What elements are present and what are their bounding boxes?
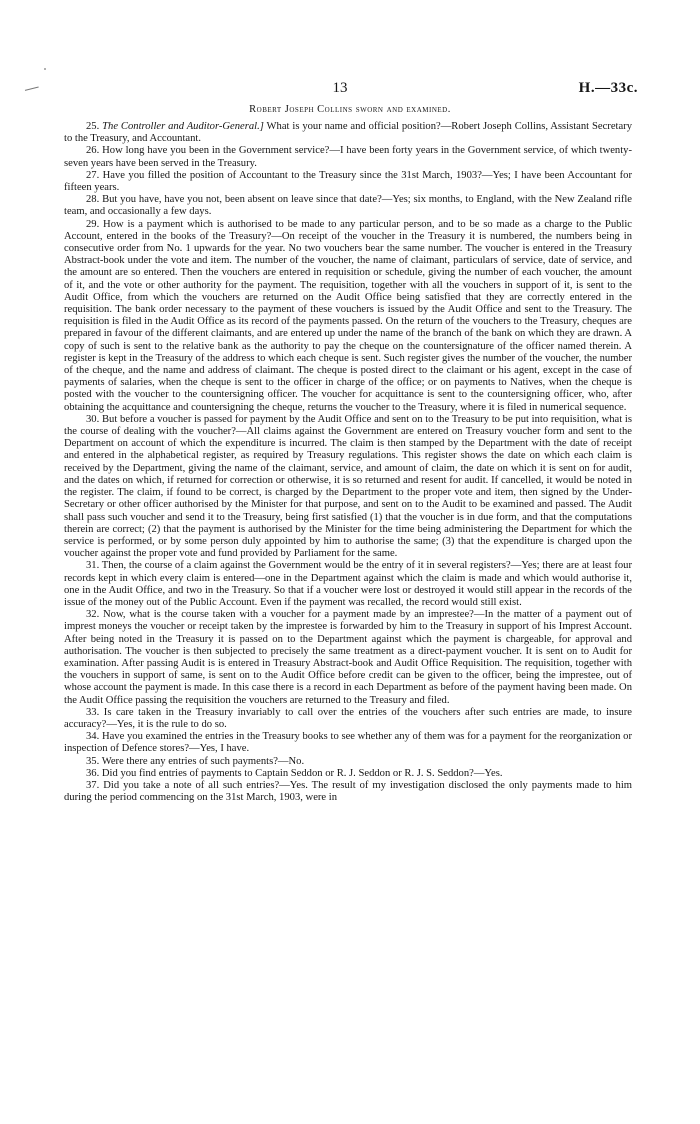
- question-number: 28.: [86, 194, 100, 206]
- question-text: Then, the course of a claim against the Government would be the entry of it in several registers?—Yes; there are at least four records kept in which every claim is entered—one in the Department against which the claim is made and which would authorise it, one in the Audit Office, and two in the Treasury. So that if a voucher were lost or destroyed it would still appear in the records of the issue of the money out of the Public Account. Even if the payment was recalled, the record would still exist.: [64, 560, 632, 608]
- question-text: Have you filled the position of Accountant to the Treasury since the 31st March, 1903?—Yes; I have been Accountant for fifteen years.: [64, 169, 632, 194]
- question-number: 31.: [86, 560, 100, 572]
- question-text: Did you find entries of payments to Captain Seddon or R. J. Seddon or R. J. S. Seddon?—Yes.: [99, 767, 503, 779]
- question-paragraph: [64, 170, 632, 194]
- question-text: Have you examined the entries in the Treasury books to see whether any of them was for a payment for the reorganization or inspection of Defence stores?—Yes, I have.: [64, 731, 632, 755]
- question-text: Did you take a note of all such entries?—Yes. The result of my investigation disclosed the only payments made to him during the period commencing on the 31st March, 1903, were in: [64, 779, 632, 804]
- question-text: How long have you been in the Government service?—I have been forty years in the Government service, of which twenty-seven years have been served in the Treasury.: [64, 145, 632, 169]
- question-paragraph: [64, 731, 632, 755]
- question-number: 33.: [86, 706, 100, 718]
- document-reference: H.—33c.: [578, 80, 638, 96]
- question-paragraph: [64, 145, 632, 169]
- question-number: 25.: [86, 121, 100, 132]
- question-number: 35.: [86, 755, 100, 767]
- question-number: 36.: [86, 767, 100, 779]
- question-paragraph: [64, 756, 632, 768]
- testimony-body: [64, 121, 632, 804]
- question-paragraph: [64, 560, 632, 609]
- question-text: Were there any entries of such payments?—No.: [99, 755, 305, 767]
- question-text: What is your name and official position?—Robert Joseph Collins, Assistant Secretary to the Treasury, and Accountant.: [64, 121, 632, 145]
- question-number: 29.: [86, 218, 100, 230]
- question-text: Now, what is the course taken with a voucher for a payment made by an imprestee?—In the matter of a payment out of imprest moneys the voucher or receipt taken by the imprestee is forwarded by him to the Treasury in support of his Imprest Account. After being noted in the Treasury it is passed on to the Department against which the payment is chargeable, for approval and authorisation. The voucher is then subjected to precisely the same treatment as a direct-payment voucher. It is sent on to Audit for examination. After passing Audit is is entered in Treasury Abstract-book and Audit Office Requisition. The requisition, together with the vouchers in support of same, is sent on to the Audit Office before credit can be given to the officer, being the imprestee, out of whose account the payment is made. In this case there is a record in each Department as before of the payment having been made. On the Audit Office passing the requisition the vouchers are returned to the Treasury and filed.: [64, 609, 632, 706]
- question-paragraph: [64, 780, 632, 804]
- speck: [44, 68, 46, 70]
- question-text: Is care taken in the Treasury invariably to call over the entries of the vouchers after such entries are made, to insure accuracy?—Yes, it is the rule to do so.: [64, 706, 632, 730]
- speaker-attribution: The Controller and Auditor-General.]: [102, 121, 264, 132]
- question-paragraph: [64, 121, 632, 145]
- page-number: 13: [332, 80, 348, 96]
- question-paragraph: [64, 609, 632, 707]
- question-number: 34.: [86, 731, 100, 743]
- question-paragraph: [64, 414, 632, 560]
- witness-heading: Robert Joseph Collins sworn and examined.: [249, 104, 451, 115]
- question-number: 37.: [86, 779, 100, 791]
- question-number: 30.: [86, 413, 100, 425]
- question-paragraph: [64, 768, 632, 780]
- page-header: [0, 80, 700, 104]
- question-number: 32.: [86, 609, 100, 621]
- question-text: But you have, have you not, been absent on leave since that date?—Yes; six months, to England, with the New Zealand rifle team, and occasionally a few days.: [64, 194, 632, 218]
- question-number: 26.: [86, 145, 100, 157]
- question-number: 27.: [86, 169, 100, 181]
- question-paragraph: [64, 194, 632, 218]
- question-paragraph: [64, 707, 632, 731]
- question-text: How is a payment which is authorised to be made to any particular person, and to be so made as a charge to the Public Account, entered in the books of the Treasury?—On receipt of the voucher in the Treasury it is numbered, the numbers being in consecutive order from No. 1 upwards for the year. No two vouchers bear the same number. The voucher is entered in the Treasury Abstract-book under the vote and item. The number of the voucher, the name of claimant, particulars of service, date of service, and the amount are so entered. Then the vouchers are entered in requisition or schedule, giving the number of each voucher, the amount of it, and the vote or other authority for the payment. The requisition, together with all the vouchers in support of it, is sent to the Audit Office, from which the vouchers are returned on the Audit Office being satisfied that they are correctly entered in the requisition. The bank order necessary to the payment of these vouchers is issued by the Audit Office and sent to the Treasury. The requisition is filed in the Audit Office as its record of the payments passed. On the return of the vouchers to the Treasury, cheques are prepared in favour of the different claimants, and are entered up under the name of the branch of the bank on which they are drawn. A copy of such is sent to the relative bank as the authority to pay the cheque on the countersignature of the officer named therein. A register is kept in the Treasury of the address to which each cheque is sent. Such register gives the number of the voucher, the number of the cheque, and the name and address of claimant. The cheque is posted direct to the claimant or his agent, except in the case of payments of salaries, when the cheque is sent to the officer in charge of the office; or on payments to Natives, when the cheque is posted with the voucher to the countersigning officer. The voucher for acquittance is sent to the countersigning officer, who, after obtaining the acquittance and countersigning the cheque, returns the voucher to the Treasury, where it is filed in numerical sequence.: [64, 218, 632, 413]
- question-text: But before a voucher is passed for payment by the Audit Office and sent on to the Treasury to be put into requisition, what is the course of dealing with the voucher?—All claims against the Government are entered on Treasury voucher form and sent to the Department on account of which the expenditure is incurred. The claim is then stamped by the Department with the date of receipt and entered in the alphabetical register, as required by Treasury regulations. This register shows the date on which each claim is received by the Department, giving the name of the claimant, service, and amount of claim, the date on which it is sent on for audit, and the dates on which, if returned for correction or otherwise, it is so returned and resent for audit. If cancelled, it would be noted in the register. The claim, if found to be correct, is charged by the Department to the proper vote and item, then signed by the Under-Secretary or other officer authorised by the Minister for that purpose, and sent on to the Audit to be examined and passed. The Audit shall pass such voucher and send it to the Treasury, being first satisfied (1) that the voucher is in due form, and that the computations therein are correct; (2) that the payment is authorised by the Minister for the time being administering the Department for which the service is performed, or by some person duly appointed by him to authorise the same; (3) that the expenditure is charged upon the voucher against the proper vote and fund provided by Parliament for the same.: [64, 413, 632, 560]
- question-paragraph: [64, 219, 632, 414]
